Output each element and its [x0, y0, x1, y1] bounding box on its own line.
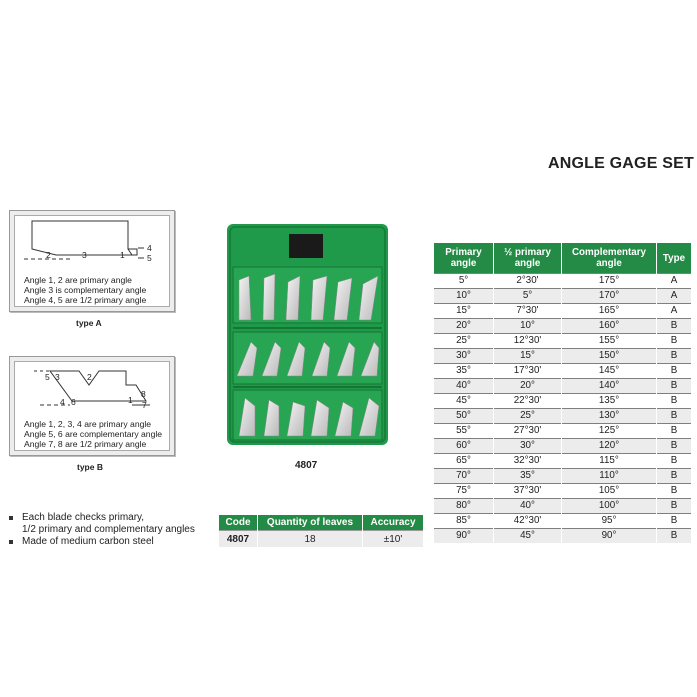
table-row — [434, 364, 691, 379]
table-row — [434, 349, 691, 364]
primary-angle-cell: 5° — [434, 274, 494, 289]
half-primary-cell: 45° — [494, 529, 562, 544]
half-primary-cell: 7°30' — [494, 304, 562, 319]
product-photo — [227, 224, 388, 445]
half-primary-cell: 22°30' — [494, 394, 562, 409]
type-cell: A — [657, 289, 692, 304]
table-row — [434, 409, 691, 424]
diag-b-line-3: Angle 7, 8 are 1/2 primary angle — [24, 439, 147, 449]
table-row — [434, 439, 691, 454]
angle-table-header: Type — [657, 243, 692, 274]
product-caption: 4807 — [295, 460, 318, 471]
diag-a-num-5: 5 — [147, 253, 152, 263]
complementary-cell: 110° — [562, 469, 657, 484]
primary-angle-cell: 85° — [434, 514, 494, 529]
type-cell: B — [657, 319, 692, 334]
primary-angle-cell: 45° — [434, 394, 494, 409]
primary-angle-cell: 70° — [434, 469, 494, 484]
diag-b-num-4: 4 — [60, 397, 65, 407]
type-cell: B — [657, 409, 692, 424]
primary-angle-cell: 75° — [434, 484, 494, 499]
diagram-type-b — [9, 356, 175, 456]
half-primary-cell: 32°30' — [494, 454, 562, 469]
table-row — [434, 469, 691, 484]
pouch-tag — [289, 234, 323, 258]
type-cell: B — [657, 364, 692, 379]
half-primary-cell: 2°30' — [494, 274, 562, 289]
primary-angle-cell: 35° — [434, 364, 494, 379]
complementary-cell: 95° — [562, 514, 657, 529]
type-cell: B — [657, 334, 692, 349]
complementary-cell: 100° — [562, 499, 657, 514]
diag-b-num-1: 1 — [128, 395, 133, 405]
type-cell: A — [657, 274, 692, 289]
half-primary-cell: 40° — [494, 499, 562, 514]
type-cell: B — [657, 349, 692, 364]
diag-b-num-8: 8 — [141, 389, 146, 399]
primary-angle-cell: 55° — [434, 424, 494, 439]
complementary-cell: 165° — [562, 304, 657, 319]
type-cell: B — [657, 499, 692, 514]
accuracy-cell: ±10' — [363, 531, 424, 548]
type-cell: B — [657, 424, 692, 439]
half-primary-cell: 15° — [494, 349, 562, 364]
diag-a-line-2: Angle 3 is complementary angle — [24, 285, 147, 295]
half-primary-cell: 42°30' — [494, 514, 562, 529]
half-primary-cell: 25° — [494, 409, 562, 424]
primary-angle-cell: 25° — [434, 334, 494, 349]
feature-list — [8, 512, 195, 548]
type-cell: B — [657, 469, 692, 484]
half-primary-cell: 12°30' — [494, 334, 562, 349]
feature-item — [8, 536, 195, 548]
type-cell: A — [657, 304, 692, 319]
half-primary-cell: 27°30' — [494, 424, 562, 439]
primary-angle-cell: 65° — [434, 454, 494, 469]
diag-b-label: type B — [77, 462, 103, 472]
complementary-cell: 90° — [562, 529, 657, 544]
diag-b-num-3: 3 — [55, 372, 60, 382]
complementary-cell: 115° — [562, 454, 657, 469]
table-row — [434, 454, 691, 469]
diag-a-label: type A — [76, 318, 102, 328]
half-primary-cell: 20° — [494, 379, 562, 394]
table-row — [434, 424, 691, 439]
complementary-cell: 105° — [562, 484, 657, 499]
complementary-cell: 170° — [562, 289, 657, 304]
primary-angle-cell: 20° — [434, 319, 494, 334]
type-cell: B — [657, 454, 692, 469]
complementary-cell: 120° — [562, 439, 657, 454]
complementary-cell: 140° — [562, 379, 657, 394]
table-row — [434, 304, 691, 319]
table-row — [434, 394, 691, 409]
primary-angle-cell: 50° — [434, 409, 494, 424]
table-row — [434, 514, 691, 529]
diag-a-line-3: Angle 4, 5 are 1/2 primary angle — [24, 295, 147, 305]
diag-a-num-3: 3 — [82, 250, 87, 260]
page-title: ANGLE GAGE SET — [548, 155, 694, 172]
diag-b-num-5: 5 — [45, 372, 50, 382]
code-table — [219, 515, 424, 547]
table-row — [434, 274, 691, 289]
feature-text: Each blade checks primary, — [22, 512, 145, 523]
type-cell: B — [657, 514, 692, 529]
table-row — [434, 334, 691, 349]
code-table-header: Accuracy — [363, 515, 424, 531]
type-cell: B — [657, 439, 692, 454]
table-row — [434, 289, 691, 304]
diag-a-num-4: 4 — [147, 243, 152, 253]
table-row — [434, 499, 691, 514]
complementary-cell: 130° — [562, 409, 657, 424]
table-row — [434, 319, 691, 334]
type-cell: B — [657, 529, 692, 544]
table-row — [219, 531, 424, 548]
complementary-cell: 175° — [562, 274, 657, 289]
primary-angle-cell: 10° — [434, 289, 494, 304]
code-table-header: Quantity of leaves — [258, 515, 363, 531]
half-primary-cell: 17°30' — [494, 364, 562, 379]
primary-angle-cell: 15° — [434, 304, 494, 319]
half-primary-cell: 37°30' — [494, 484, 562, 499]
half-primary-cell: 35° — [494, 469, 562, 484]
complementary-cell: 160° — [562, 319, 657, 334]
half-primary-cell: 5° — [494, 289, 562, 304]
table-row — [434, 379, 691, 394]
table-row — [434, 484, 691, 499]
code-table-header: Code — [219, 515, 258, 531]
angle-table-body — [434, 274, 691, 544]
diag-b-line-1: Angle 1, 2, 3, 4 are primary angle — [24, 419, 152, 429]
type-cell: B — [657, 484, 692, 499]
feature-text: 1/2 primary and complementary angles — [22, 524, 195, 535]
primary-angle-cell: 30° — [434, 349, 494, 364]
complementary-cell: 155° — [562, 334, 657, 349]
angle-table-header: Primary angle — [434, 243, 494, 274]
feature-text: Made of medium carbon steel — [22, 536, 154, 547]
angle-table-header: ½ primary angle — [494, 243, 562, 274]
diag-a-num-2: 2 — [46, 250, 51, 260]
diag-a-num-1: 1 — [120, 250, 125, 260]
quantity-cell: 18 — [258, 531, 363, 548]
code-cell: 4807 — [219, 531, 258, 548]
complementary-cell: 145° — [562, 364, 657, 379]
diagram-type-a — [9, 210, 175, 312]
complementary-cell: 125° — [562, 424, 657, 439]
diag-a-line-1: Angle 1, 2 are primary angle — [24, 275, 132, 285]
bullet-icon — [9, 540, 13, 544]
primary-angle-cell: 80° — [434, 499, 494, 514]
feature-item — [8, 512, 195, 536]
type-cell: B — [657, 394, 692, 409]
diag-b-num-2: 2 — [87, 372, 92, 382]
primary-angle-cell: 40° — [434, 379, 494, 394]
angle-table — [434, 243, 691, 543]
diag-b-line-2: Angle 5, 6 are complementary angle — [24, 429, 163, 439]
type-cell: B — [657, 379, 692, 394]
half-primary-cell: 30° — [494, 439, 562, 454]
primary-angle-cell: 90° — [434, 529, 494, 544]
angle-table-header: Complementary angle — [562, 243, 657, 274]
complementary-cell: 150° — [562, 349, 657, 364]
primary-angle-cell: 60° — [434, 439, 494, 454]
complementary-cell: 135° — [562, 394, 657, 409]
bullet-icon — [9, 516, 13, 520]
diag-b-num-6: 6 — [71, 397, 76, 407]
half-primary-cell: 10° — [494, 319, 562, 334]
table-row — [434, 529, 691, 544]
diag-b-num-7: 7 — [142, 400, 147, 410]
